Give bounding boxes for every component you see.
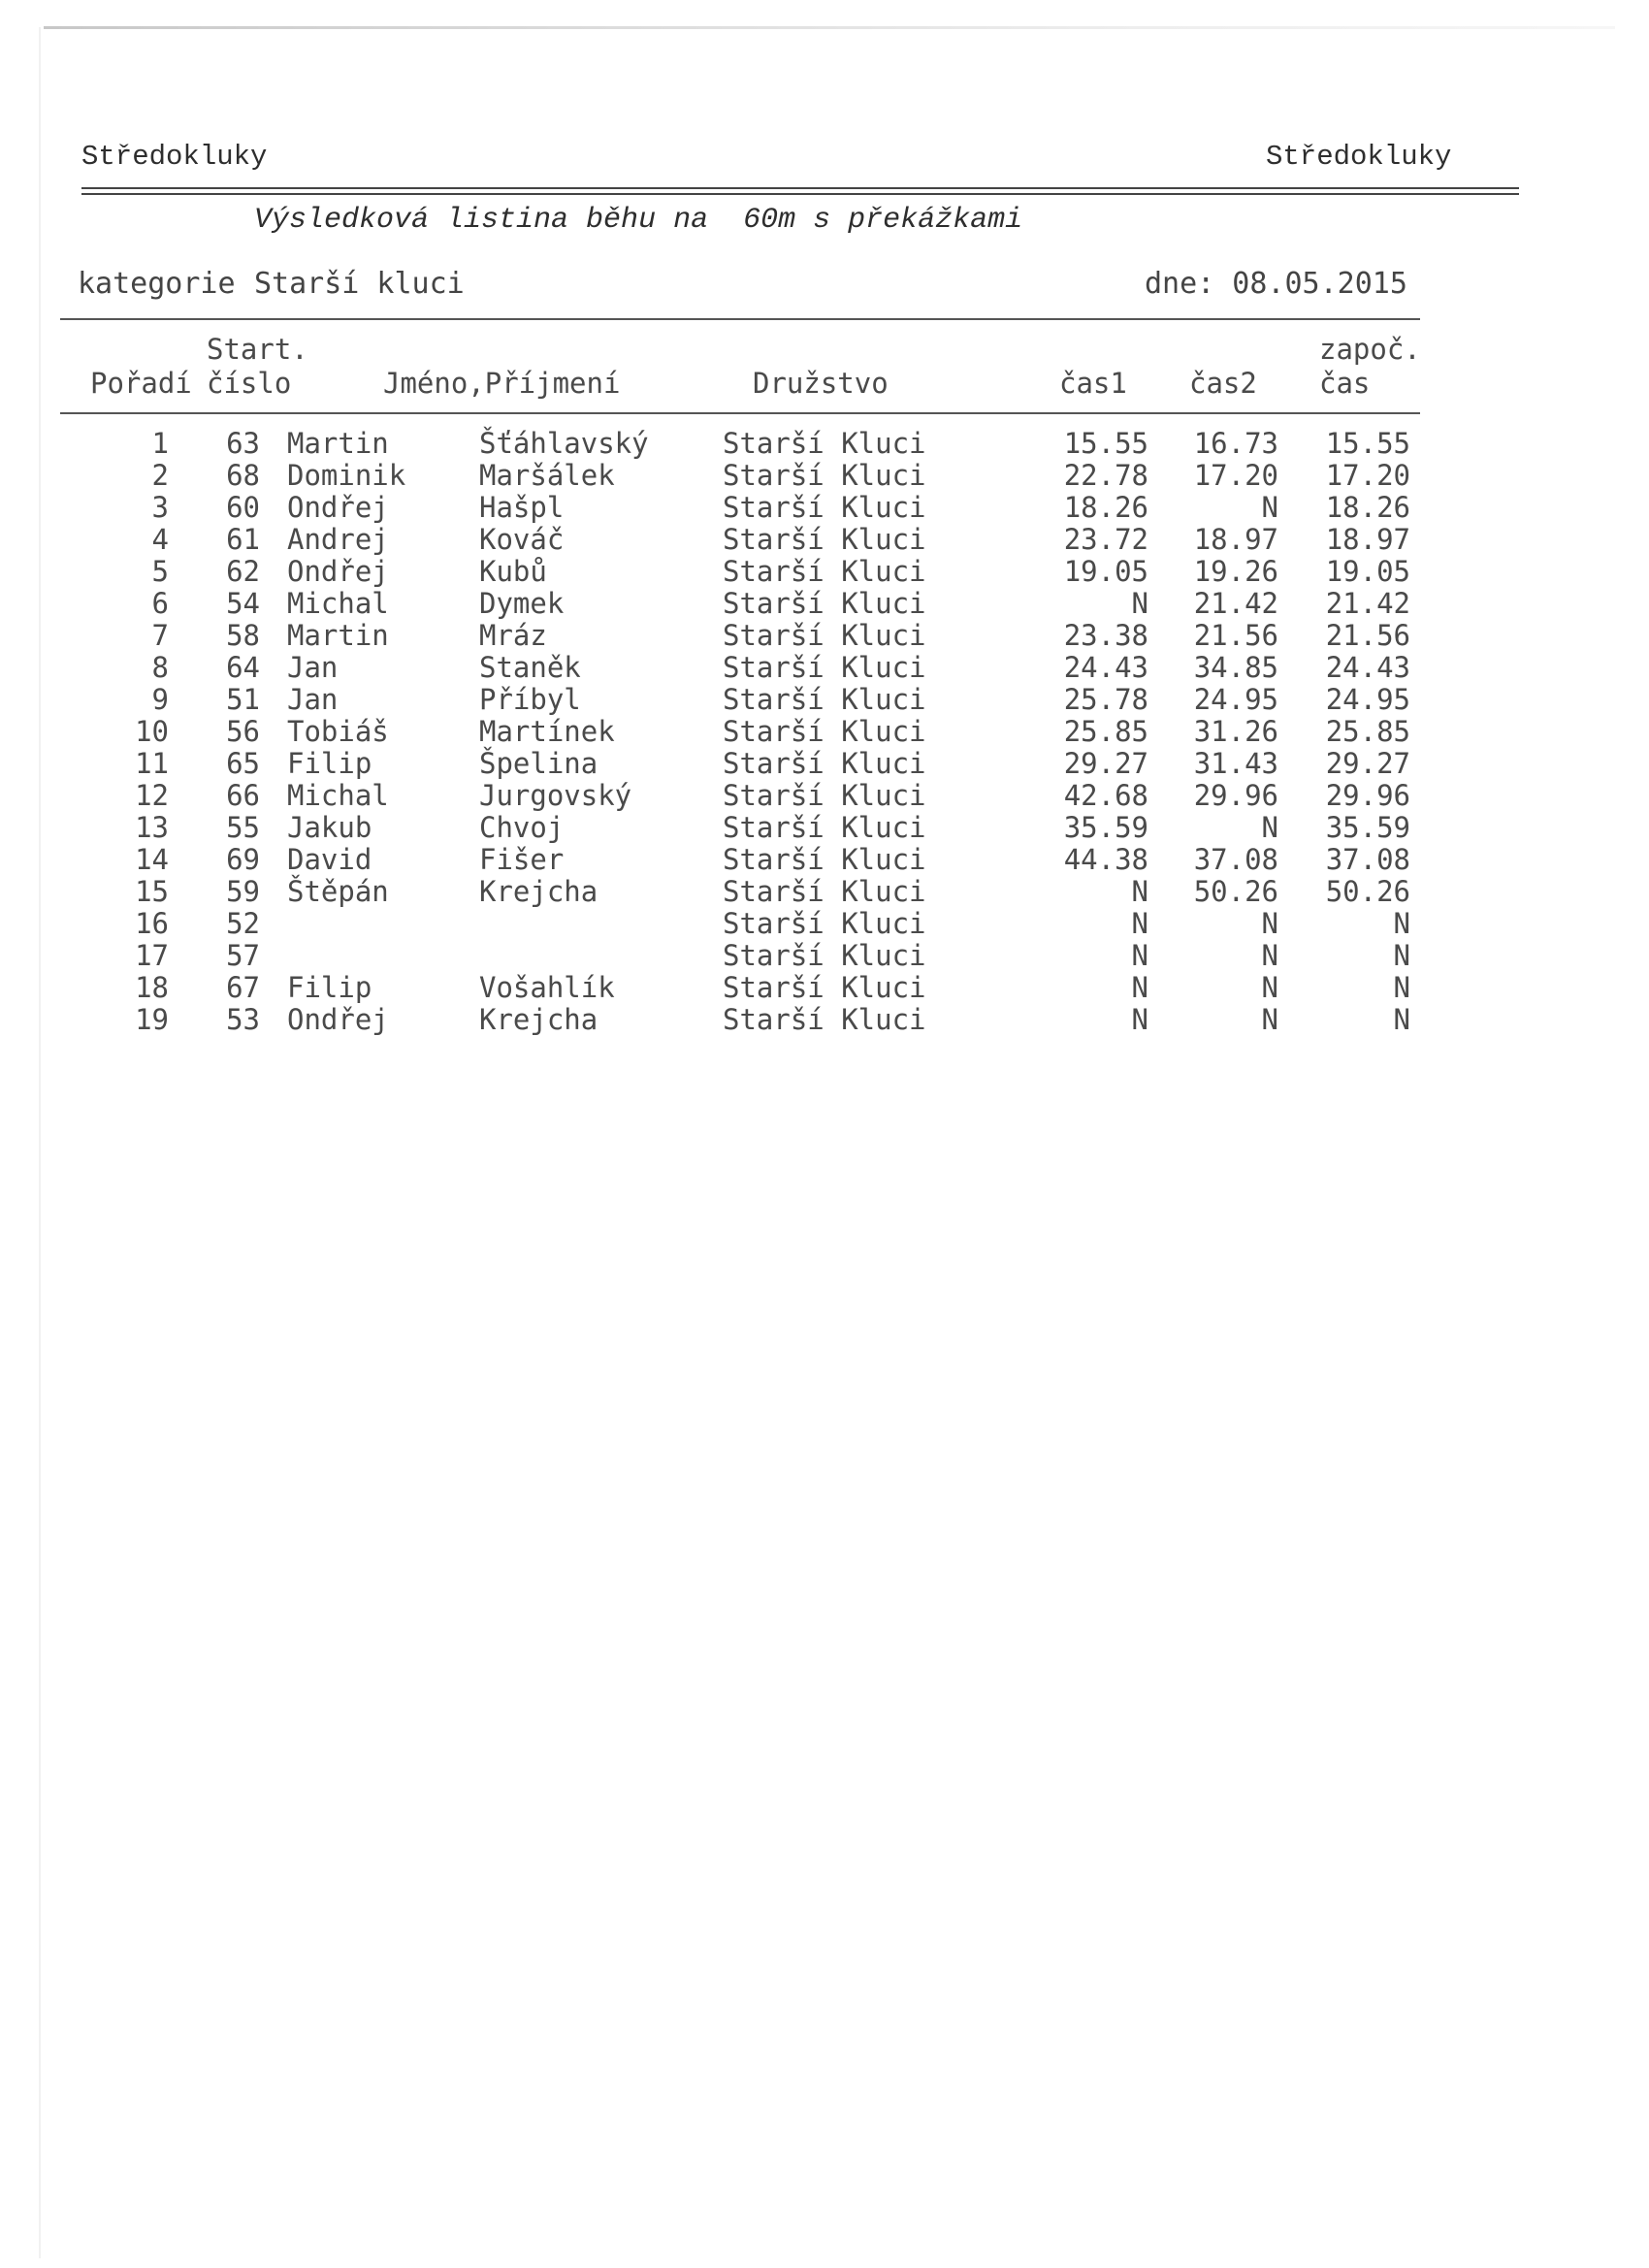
header-rule-bottom [81, 193, 1519, 195]
time1-cell: N [1131, 1003, 1148, 1036]
team-cell: Starší Kluci [723, 459, 926, 492]
last-name-cell: Vošahlík [479, 971, 615, 1004]
time1-cell: 44.38 [1063, 843, 1148, 876]
team-cell: Starší Kluci [723, 523, 926, 556]
time2-cell: 29.96 [1193, 779, 1278, 812]
time1-cell: 23.38 [1063, 619, 1148, 652]
time2-cell: 21.42 [1193, 587, 1278, 620]
column-header-rank: Pořadí [90, 367, 192, 400]
final-time-cell: 19.05 [1325, 555, 1410, 588]
first-name-cell: Štěpán [287, 875, 389, 908]
start-number-cell: 57 [226, 939, 260, 972]
last-name-cell: Fišer [479, 843, 565, 876]
table-row [0, 780, 1649, 812]
rank-cell: 10 [135, 715, 169, 748]
scan-edge-left [39, 27, 41, 2258]
rank-cell: 12 [135, 779, 169, 812]
time2-cell: 17.20 [1193, 459, 1278, 492]
team-cell: Starší Kluci [723, 491, 926, 524]
time2-cell: 24.95 [1193, 683, 1278, 716]
table-row [0, 556, 1649, 588]
final-time-cell: 21.42 [1325, 587, 1410, 620]
table-row [0, 652, 1649, 684]
time2-cell: N [1261, 811, 1278, 844]
table-row [0, 1004, 1649, 1036]
category-value: Starší kluci [254, 267, 465, 301]
rank-cell: 19 [135, 1003, 169, 1036]
table-row [0, 844, 1649, 876]
time1-cell: N [1131, 587, 1148, 620]
table-row [0, 972, 1649, 1004]
table-row [0, 492, 1649, 524]
last-name-cell: Příbyl [479, 683, 581, 716]
time1-cell: 25.85 [1063, 715, 1148, 748]
start-number-cell: 65 [226, 747, 260, 780]
time1-cell: 35.59 [1063, 811, 1148, 844]
final-time-cell: N [1393, 971, 1410, 1004]
final-time-cell: 17.20 [1325, 459, 1410, 492]
final-time-cell: 37.08 [1325, 843, 1410, 876]
final-time-cell: 35.59 [1325, 811, 1410, 844]
table-row [0, 428, 1649, 460]
results-table [0, 428, 1649, 1036]
time1-cell: N [1131, 971, 1148, 1004]
table-row [0, 908, 1649, 940]
team-cell: Starší Kluci [723, 907, 926, 940]
event-date: dne: 08.05.2015 [1145, 267, 1407, 301]
start-number-cell: 60 [226, 491, 260, 524]
rank-cell: 18 [135, 971, 169, 1004]
start-number-cell: 61 [226, 523, 260, 556]
time2-cell: N [1261, 907, 1278, 940]
table-row [0, 876, 1649, 908]
final-time-cell: 24.95 [1325, 683, 1410, 716]
final-time-cell: 18.26 [1325, 491, 1410, 524]
time2-cell: N [1261, 971, 1278, 1004]
category-label: kategorie [78, 267, 236, 301]
final-time-cell: N [1393, 1003, 1410, 1036]
start-number-cell: 62 [226, 555, 260, 588]
first-name-cell: Martin [287, 427, 389, 460]
first-name-cell: Andrej [287, 523, 389, 556]
time1-cell: N [1131, 907, 1148, 940]
rank-cell: 13 [135, 811, 169, 844]
column-header-final-line2: čas [1319, 367, 1371, 400]
start-number-cell: 51 [226, 683, 260, 716]
table-row [0, 460, 1649, 492]
team-cell: Starší Kluci [723, 587, 926, 620]
column-header-team: Družstvo [753, 367, 889, 400]
time2-cell: 31.43 [1193, 747, 1278, 780]
final-time-cell: N [1393, 939, 1410, 972]
time2-cell: 34.85 [1193, 651, 1278, 684]
last-name-cell: Špelina [479, 747, 598, 780]
rank-cell: 5 [151, 555, 169, 588]
table-row [0, 716, 1649, 748]
column-header-final-line1: započ. [1319, 333, 1421, 366]
first-name-cell: Jan [287, 651, 339, 684]
team-cell: Starší Kluci [723, 747, 926, 780]
team-cell: Starší Kluci [723, 971, 926, 1004]
final-time-cell: 21.56 [1325, 619, 1410, 652]
table-row [0, 684, 1649, 716]
team-cell: Starší Kluci [723, 619, 926, 652]
time2-cell: 37.08 [1193, 843, 1278, 876]
document-title: Výsledková listina běhu na 60m s překážkami [254, 204, 1023, 237]
start-number-cell: 59 [226, 875, 260, 908]
time2-cell: 16.73 [1193, 427, 1278, 460]
rank-cell: 14 [135, 843, 169, 876]
time1-cell: 23.72 [1063, 523, 1148, 556]
last-name-cell: Chvoj [479, 811, 565, 844]
rank-cell: 8 [151, 651, 169, 684]
start-number-cell: 69 [226, 843, 260, 876]
team-cell: Starší Kluci [723, 1003, 926, 1036]
time2-cell: 21.56 [1193, 619, 1278, 652]
column-header-time2: čas2 [1189, 367, 1257, 400]
final-time-cell: 15.55 [1325, 427, 1410, 460]
column-header-time1: čas1 [1059, 367, 1127, 400]
rank-cell: 4 [151, 523, 169, 556]
time1-cell: 24.43 [1063, 651, 1148, 684]
team-cell: Starší Kluci [723, 555, 926, 588]
last-name-cell: Dymek [479, 587, 565, 620]
time1-cell: 15.55 [1063, 427, 1148, 460]
final-time-cell: 24.43 [1325, 651, 1410, 684]
team-cell: Starší Kluci [723, 779, 926, 812]
last-name-cell: Kubů [479, 555, 547, 588]
rank-cell: 15 [135, 875, 169, 908]
rank-cell: 11 [135, 747, 169, 780]
team-cell: Starší Kluci [723, 427, 926, 460]
last-name-cell: Martínek [479, 715, 615, 748]
first-name-cell: Filip [287, 971, 372, 1004]
time1-cell: 22.78 [1063, 459, 1148, 492]
first-name-cell: Ondřej [287, 491, 389, 524]
column-header-start-line1: Start. [207, 333, 308, 366]
last-name-cell: Jurgovský [479, 779, 632, 812]
team-cell: Starší Kluci [723, 715, 926, 748]
rank-cell: 16 [135, 907, 169, 940]
rank-cell: 2 [151, 459, 169, 492]
time2-cell: 50.26 [1193, 875, 1278, 908]
time1-cell: 18.26 [1063, 491, 1148, 524]
first-name-cell: Ondřej [287, 1003, 389, 1036]
rank-cell: 3 [151, 491, 169, 524]
team-cell: Starší Kluci [723, 843, 926, 876]
start-number-cell: 53 [226, 1003, 260, 1036]
venue-header-left: Středokluky [81, 141, 268, 173]
venue-header-right: Středokluky [1266, 141, 1452, 173]
time2-cell: N [1261, 1003, 1278, 1036]
team-cell: Starší Kluci [723, 651, 926, 684]
rank-cell: 6 [151, 587, 169, 620]
final-time-cell: 29.27 [1325, 747, 1410, 780]
table-row [0, 524, 1649, 556]
start-number-cell: 64 [226, 651, 260, 684]
column-header-start-line2: číslo [207, 367, 292, 400]
table-row [0, 748, 1649, 780]
column-header-name: Jméno,Příjmení [383, 367, 621, 400]
time2-cell: 19.26 [1193, 555, 1278, 588]
first-name-cell: Dominik [287, 459, 406, 492]
time1-cell: N [1131, 939, 1148, 972]
first-name-cell: Filip [287, 747, 372, 780]
final-time-cell: N [1393, 907, 1410, 940]
rank-cell: 7 [151, 619, 169, 652]
final-time-cell: 18.97 [1325, 523, 1410, 556]
start-number-cell: 54 [226, 587, 260, 620]
team-cell: Starší Kluci [723, 939, 926, 972]
time1-cell: 19.05 [1063, 555, 1148, 588]
start-number-cell: 63 [226, 427, 260, 460]
start-number-cell: 55 [226, 811, 260, 844]
start-number-cell: 67 [226, 971, 260, 1004]
last-name-cell: Kováč [479, 523, 565, 556]
last-name-cell: Staněk [479, 651, 581, 684]
first-name-cell: David [287, 843, 372, 876]
last-name-cell: Krejcha [479, 1003, 598, 1036]
rank-cell: 17 [135, 939, 169, 972]
start-number-cell: 56 [226, 715, 260, 748]
table-row [0, 588, 1649, 620]
first-name-cell: Jakub [287, 811, 372, 844]
time1-cell: 25.78 [1063, 683, 1148, 716]
first-name-cell: Jan [287, 683, 339, 716]
rank-cell: 9 [151, 683, 169, 716]
scan-edge-top [44, 26, 1615, 29]
first-name-cell: Ondřej [287, 555, 389, 588]
start-number-cell: 68 [226, 459, 260, 492]
team-cell: Starší Kluci [723, 811, 926, 844]
last-name-cell: Šťáhlavský [479, 427, 649, 460]
time2-cell: N [1261, 939, 1278, 972]
header-rule-top [81, 187, 1519, 189]
last-name-cell: Maršálek [479, 459, 615, 492]
start-number-cell: 58 [226, 619, 260, 652]
final-time-cell: 50.26 [1325, 875, 1410, 908]
time1-cell: 42.68 [1063, 779, 1148, 812]
last-name-cell: Hašpl [479, 491, 565, 524]
team-cell: Starší Kluci [723, 683, 926, 716]
team-cell: Starší Kluci [723, 875, 926, 908]
time1-cell: 29.27 [1063, 747, 1148, 780]
time2-cell: 18.97 [1193, 523, 1278, 556]
rank-cell: 1 [151, 427, 169, 460]
table-row [0, 620, 1649, 652]
time1-cell: N [1131, 875, 1148, 908]
first-name-cell: Martin [287, 619, 389, 652]
start-number-cell: 52 [226, 907, 260, 940]
table-top-rule [60, 318, 1420, 320]
start-number-cell: 66 [226, 779, 260, 812]
time2-cell: 31.26 [1193, 715, 1278, 748]
first-name-cell: Michal [287, 779, 389, 812]
last-name-cell: Mráz [479, 619, 547, 652]
table-row [0, 940, 1649, 972]
table-row [0, 812, 1649, 844]
final-time-cell: 29.96 [1325, 779, 1410, 812]
time2-cell: N [1261, 491, 1278, 524]
last-name-cell: Krejcha [479, 875, 598, 908]
final-time-cell: 25.85 [1325, 715, 1410, 748]
table-header-rule [60, 412, 1420, 414]
first-name-cell: Tobiáš [287, 715, 389, 748]
first-name-cell: Michal [287, 587, 389, 620]
